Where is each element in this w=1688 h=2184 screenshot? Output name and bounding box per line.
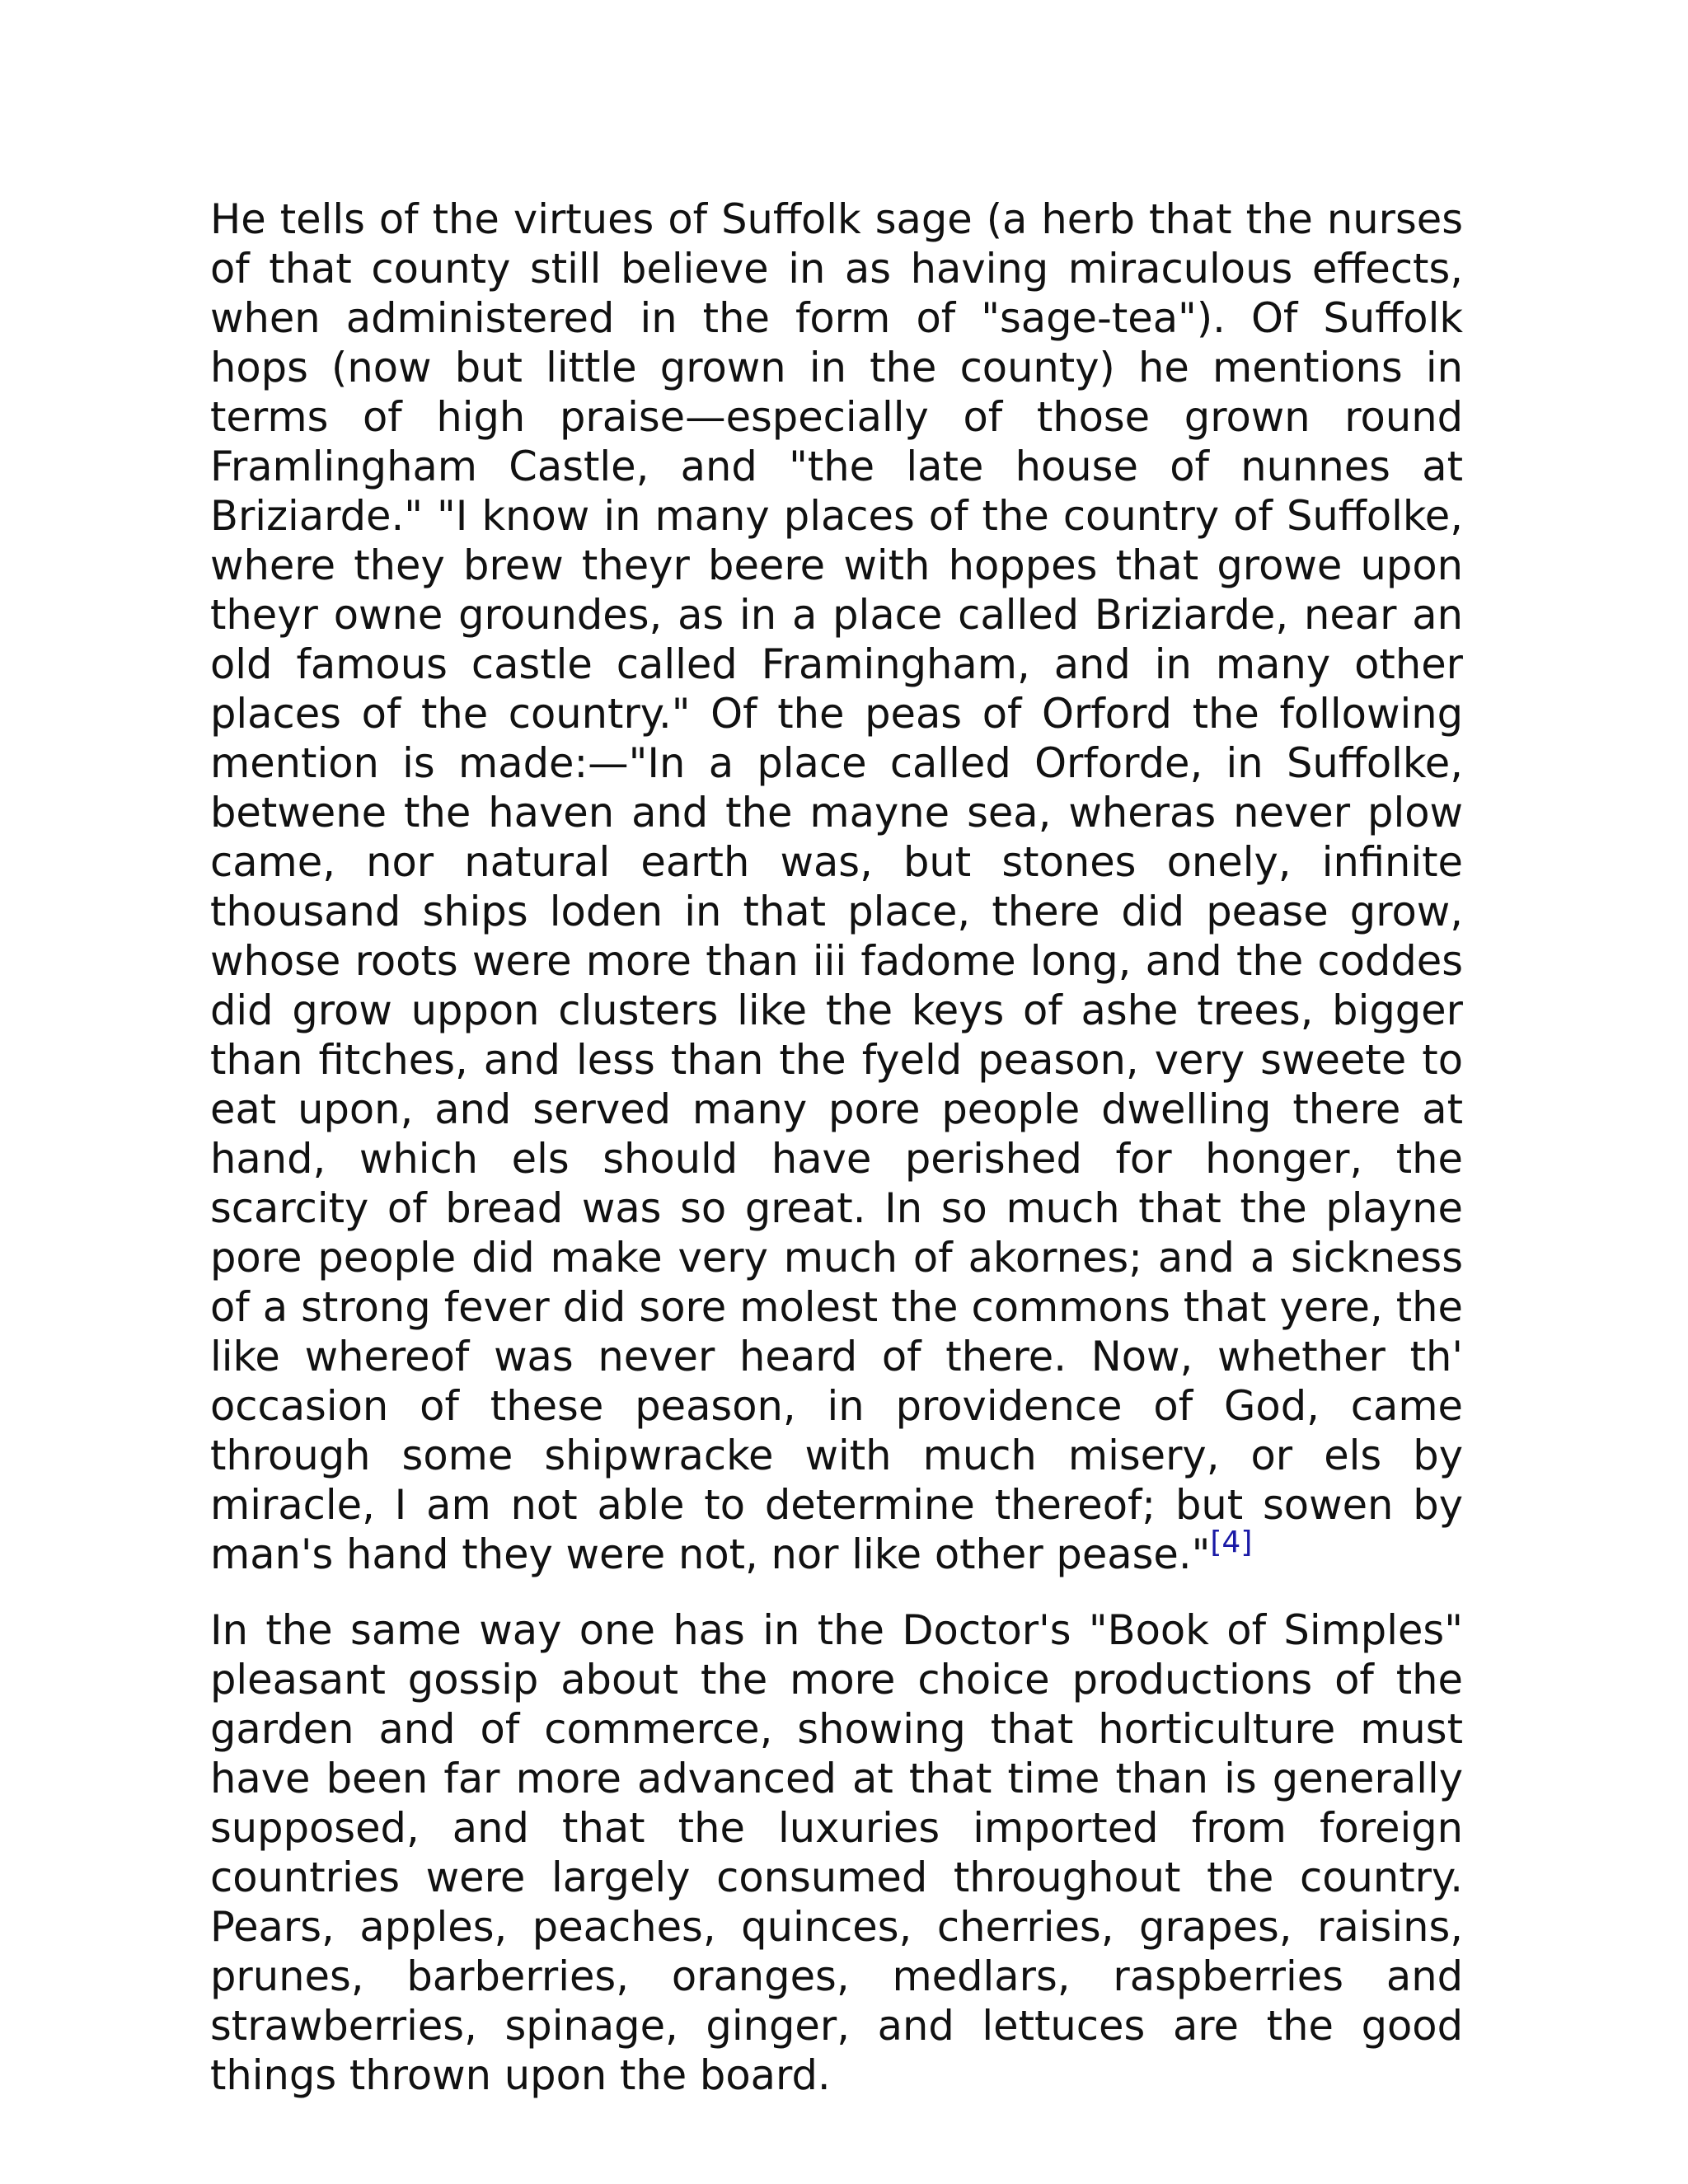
paragraph-suffolk-herbs [210,194,1463,1579]
page-body [210,194,1463,2100]
paragraph-text: In the same way one has in the Doctor's "Book of Simples" pleasant gossip about the more choice productions of the garden and of commerce, showing that horticulture must have been far more advanced at that time than is generally supposed, and that the luxuries imported from foreign countries were largely consumed throughout the country. Pears, apples, peaches, quinces, cherries, grapes, raisins, prunes, barberries, oranges, medlars, raspberries and strawberries, spinage, ginger, and lettuces are the good things thrown upon the board. [210,1606,1463,2099]
paragraph-book-of-simples [210,1605,1463,2100]
paragraph-text: He tells of the virtues of Suffolk sage (a herb that the nurses of that county still believe in as having miraculous effects, when administered in the form of "sage-tea"). Of Suffolk hops (now but little grown in the county) he mentions in terms of high praise—especially of those grown round Framlingham Castle, and "the late house of nunnes at Briziarde." "I know in many places of the country of Suffolke, where they brew theyr beere with hoppes that growe upon theyr owne groundes, as in a place called Briziarde, near an old famous castle called Framingham, and in many other places of the country." Of the peas of Orford the following mention is made:—"In a place called Orforde, in Suffolke, betwene the haven and the mayne sea, wheras never plow came, nor natural earth was, but stones onely, infinite thousand ships loden in that place, there did pease grow, whose roots were more than iii fadome long, and the coddes did grow uppon clusters like the keys of ashe trees, bigger than fitches, and less than the fyeld peason, very sweete to eat upon, and served many pore people dwelling there at hand, which els should have perished for honger, the scarcity of bread was so great. In so much that the playne pore people did make very much of akornes; and a sickness of a strong fever did sore molest the commons that yere, the like whereof was never heard of there. Now, whether th' occasion of these peason, in providence of God, came through some shipwracke with much misery, or els by miracle, I am not able to determine thereof; but sowen by man's hand they were not, nor like other pease." [210,195,1463,1578]
footnote-link[interactable]: [4] [1210,1526,1253,1559]
